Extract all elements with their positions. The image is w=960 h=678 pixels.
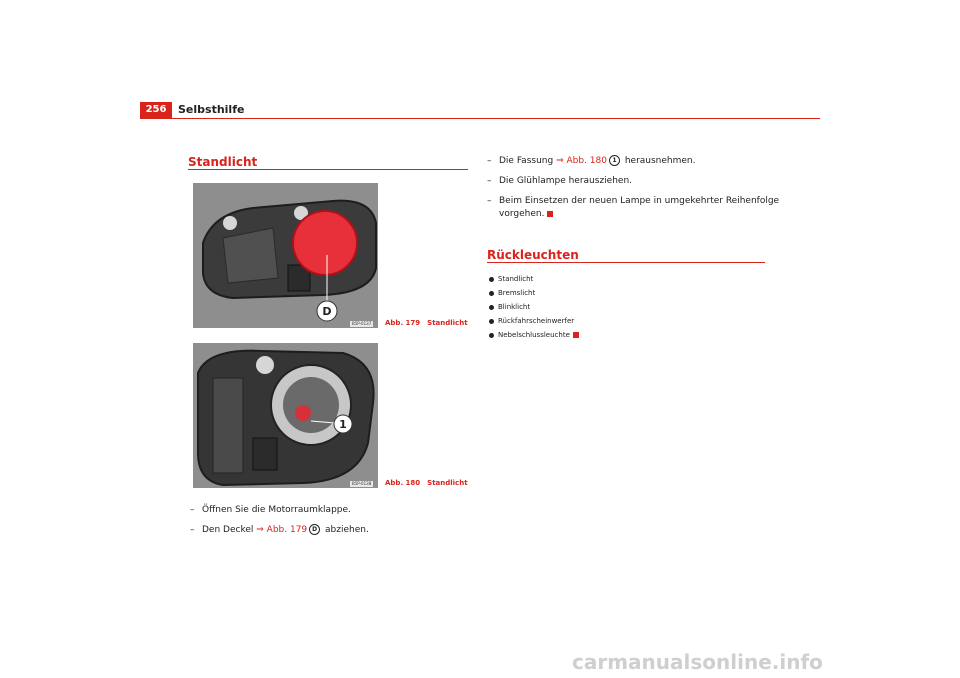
list-item: Standlicht bbox=[489, 272, 579, 286]
headlight-socket-illustration bbox=[193, 343, 378, 488]
section-end-icon bbox=[547, 211, 553, 217]
step-pull-bulb: – Die Glühlampe herausziehen. bbox=[487, 176, 633, 186]
callout-1-icon: 1 bbox=[609, 155, 620, 166]
figure-callout-1: 1 bbox=[339, 418, 347, 431]
section-rule-right bbox=[487, 262, 765, 263]
figure-reference-link[interactable]: Abb. 180 bbox=[566, 156, 607, 166]
callout-d-icon: D bbox=[309, 524, 320, 535]
figure-code: B5P-0138 bbox=[352, 481, 372, 486]
bullet-icon bbox=[489, 333, 494, 338]
watermark: carmanualsonline.info bbox=[572, 650, 823, 674]
section-end-icon bbox=[573, 332, 579, 338]
caption-180 bbox=[385, 479, 468, 487]
step-reassemble: – Beim Einsetzen der neuen Lampe in umgekehrter Reihenfolge vorgehen. bbox=[487, 196, 780, 219]
caption-number: Abb. 180 bbox=[385, 479, 421, 487]
bullet-icon bbox=[489, 305, 494, 310]
caption-179 bbox=[385, 319, 468, 327]
caption-number: Abb. 179 bbox=[385, 319, 421, 327]
bullet-icon bbox=[489, 319, 494, 324]
figure-179 bbox=[193, 183, 378, 328]
list-item: Bremslicht bbox=[489, 286, 579, 300]
headlight-cover-illustration bbox=[193, 183, 378, 328]
rueckleuchten-list bbox=[489, 272, 579, 342]
bullet-icon bbox=[489, 291, 494, 296]
page-number: 256 bbox=[140, 102, 172, 118]
caption-text: Standlicht bbox=[427, 479, 468, 487]
step-remove-socket: – Die Fassung ⇒ Abb. 180 1 herausnehmen. bbox=[487, 156, 696, 166]
list-item: Nebelschlussleuchte bbox=[489, 328, 579, 342]
section-title-rueckleuchten: Rückleuchten bbox=[487, 248, 579, 262]
list-item: Rückfahrscheinwerfer bbox=[489, 314, 579, 328]
figure-code: B5P-0137 bbox=[352, 321, 372, 326]
figure-reference-link[interactable]: Abb. 179 bbox=[266, 525, 308, 535]
figure-180 bbox=[193, 343, 378, 488]
figure-reference-arrow: ⇒ bbox=[556, 156, 564, 166]
header-rule bbox=[140, 118, 820, 119]
bullet-icon bbox=[489, 277, 494, 282]
section-rule-left bbox=[188, 169, 468, 170]
step-open-hood: – Öffnen Sie die Motorraumklappe. bbox=[190, 505, 351, 515]
step-remove-cover: – Den Deckel ⇒ Abb. 179 D abziehen. bbox=[190, 525, 369, 535]
section-title-standlicht: Standlicht bbox=[188, 155, 258, 169]
figure-reference-arrow: ⇒ bbox=[256, 525, 264, 535]
caption-text: Standlicht bbox=[427, 319, 468, 327]
list-item: Blinklicht bbox=[489, 300, 579, 314]
chapter-title: Selbsthilfe bbox=[178, 103, 245, 116]
figure-callout-d: D bbox=[322, 305, 332, 318]
